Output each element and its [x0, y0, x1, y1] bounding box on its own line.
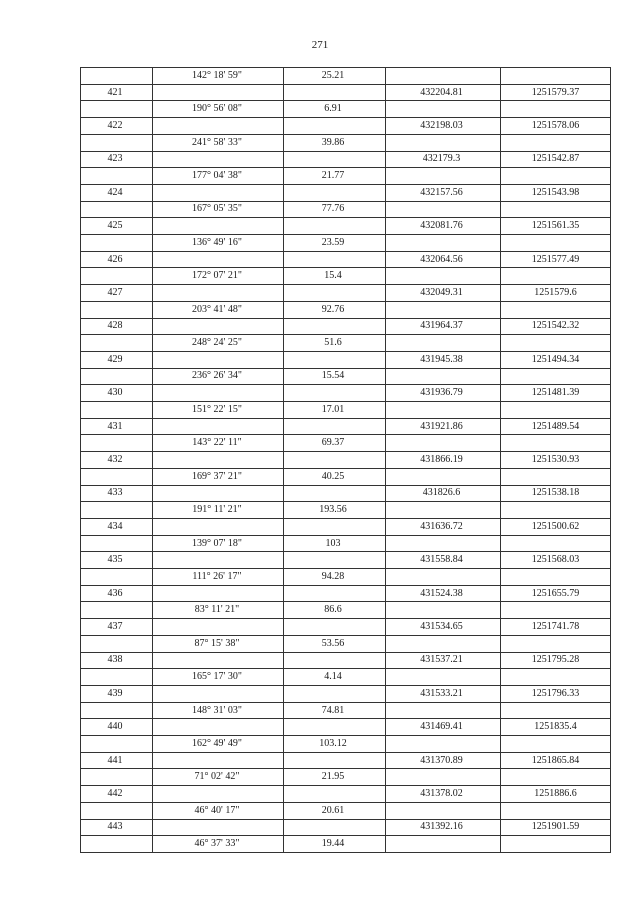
distance-cell: 25.21 [321, 69, 345, 81]
y-coordinate-cell: 1251530.93 [531, 454, 580, 465]
x-coordinate-cell: 432064.56 [420, 253, 463, 265]
table-row-border [80, 301, 611, 302]
table-row-border [80, 535, 611, 536]
table-row-border [80, 652, 611, 653]
direction-angle-cell: 46° 40' 17" [194, 804, 240, 816]
direction-angle-cell: 172° 07' 21" [192, 270, 242, 282]
point-number-cell: 436 [107, 587, 123, 599]
direction-angle-cell: 87° 15' 38" [194, 637, 240, 649]
x-coordinate-cell: 431378.02 [420, 788, 463, 800]
table-row-border [80, 585, 611, 586]
table-row-border [80, 852, 611, 853]
table-row-border [80, 251, 611, 252]
y-coordinate-cell: 1251579.6 [534, 286, 577, 298]
y-coordinate-cell: 1251543.98 [531, 186, 580, 198]
table-row-border [80, 752, 611, 753]
point-number-cell: 425 [107, 220, 123, 232]
point-number-cell: 430 [107, 387, 123, 399]
table-row-border [80, 184, 611, 185]
point-number-cell: 438 [107, 654, 123, 666]
x-coordinate-cell: 431558.84 [420, 554, 463, 566]
point-number-cell: 437 [107, 621, 123, 633]
table-row-border [80, 418, 611, 419]
direction-angle-cell: 165° 17' 30" [192, 671, 242, 683]
table-row-border [80, 618, 611, 619]
direction-angle-cell: 46° 37' 33" [194, 838, 240, 850]
point-number-cell: 429 [107, 353, 123, 365]
y-coordinate-cell: 1251795.28 [531, 654, 580, 666]
table-row-border [80, 451, 611, 452]
y-coordinate-cell: 1251500.62 [531, 520, 580, 532]
point-number-cell: 441 [107, 754, 123, 766]
y-coordinate-cell: 1251901.59 [531, 821, 580, 833]
x-coordinate-cell: 431524.38 [420, 587, 463, 599]
y-coordinate-cell: 1251796.33 [531, 687, 580, 699]
distance-cell: 103.12 [319, 737, 347, 749]
distance-cell: 86.6 [324, 604, 342, 616]
x-coordinate-cell: 431370.89 [420, 754, 463, 766]
x-coordinate-cell: 431636.72 [420, 520, 463, 532]
point-number-cell: 422 [107, 119, 123, 131]
x-coordinate-cell: 431533.21 [420, 687, 463, 699]
point-number-cell: 433 [107, 487, 123, 499]
table-row-border [80, 802, 611, 803]
table-row-border [80, 334, 611, 335]
distance-cell: 23.59 [321, 236, 345, 248]
point-number-cell: 439 [107, 687, 123, 699]
distance-cell: 193.56 [319, 504, 347, 516]
x-coordinate-cell: 431945.38 [420, 353, 463, 365]
distance-cell: 103 [325, 537, 341, 549]
y-coordinate-cell: 1251835.4 [534, 721, 577, 733]
x-coordinate-cell: 431866.19 [420, 454, 463, 465]
direction-angle-cell: 177° 04' 38" [192, 170, 242, 182]
x-coordinate-cell: 431534.65 [420, 621, 463, 633]
distance-cell: 4.14 [324, 671, 342, 683]
direction-angle-cell: 139° 07' 18" [192, 537, 242, 549]
distance-cell: 21.77 [321, 170, 345, 182]
table-row-border [80, 284, 611, 285]
table-row-border [80, 117, 611, 118]
point-number-cell: 434 [107, 520, 123, 532]
y-coordinate-cell: 1251481.39 [531, 387, 580, 399]
distance-cell: 15.4 [324, 270, 342, 282]
x-coordinate-cell: 432198.03 [420, 119, 463, 131]
direction-angle-cell: 169° 37' 21" [192, 470, 242, 482]
table-row-border [80, 151, 611, 152]
x-coordinate-cell: 431469.41 [420, 721, 463, 733]
table-row-border [80, 785, 611, 786]
distance-cell: 74.81 [321, 704, 345, 716]
x-coordinate-cell: 432081.76 [420, 220, 463, 232]
table-row-border [80, 234, 611, 235]
y-coordinate-cell: 1251542.87 [531, 153, 580, 165]
table-row-border [80, 518, 611, 519]
x-coordinate-cell: 431392.16 [420, 821, 463, 833]
direction-angle-cell: 203° 41' 48" [192, 303, 242, 315]
x-coordinate-cell: 431936.79 [420, 387, 463, 399]
direction-angle-cell: 83° 11' 21" [194, 604, 240, 616]
point-number-cell: 426 [107, 253, 123, 265]
distance-cell: 94.28 [321, 570, 345, 582]
direction-angle-cell: 143° 22' 11" [192, 437, 242, 449]
table-row-border [80, 100, 611, 101]
x-coordinate-cell: 432179.3 [422, 153, 461, 165]
direction-angle-cell: 190° 56' 08" [192, 103, 242, 115]
point-number-cell: 421 [107, 86, 123, 98]
y-coordinate-cell: 1251568.03 [531, 554, 580, 566]
y-coordinate-cell: 1251865.84 [531, 754, 580, 766]
table-row-border [80, 685, 611, 686]
table-row-border [80, 167, 611, 168]
table-row-border [80, 668, 611, 669]
direction-angle-cell: 151° 22' 15" [192, 403, 242, 415]
table-row-border [80, 501, 611, 502]
direction-angle-cell: 148° 31' 03" [192, 704, 242, 716]
x-coordinate-cell: 432204.81 [420, 86, 463, 98]
table-row-border [80, 768, 611, 769]
point-number-cell: 443 [107, 821, 123, 833]
direction-angle-cell: 167° 05' 35" [192, 203, 242, 215]
distance-cell: 77.76 [321, 203, 345, 215]
point-number-cell: 424 [107, 186, 123, 198]
table-row-border [80, 384, 611, 385]
table-row-border [80, 601, 611, 602]
point-number-cell: 431 [107, 420, 123, 432]
point-number-cell: 432 [107, 454, 123, 465]
y-coordinate-cell: 1251542.32 [531, 320, 580, 332]
table-row-border [80, 635, 611, 636]
distance-cell: 15.54 [321, 370, 345, 382]
x-coordinate-cell: 431921.86 [420, 420, 463, 432]
direction-angle-cell: 136° 49' 16" [192, 236, 242, 248]
y-coordinate-cell: 1251538.18 [531, 487, 580, 499]
distance-cell: 69.37 [321, 437, 345, 449]
table-row-border [80, 702, 611, 703]
y-coordinate-cell: 1251561.35 [531, 220, 580, 232]
table-row-border [80, 134, 611, 135]
y-coordinate-cell: 1251579.37 [531, 86, 580, 98]
y-coordinate-cell: 1251578.06 [531, 119, 580, 131]
direction-angle-cell: 142° 18' 59" [192, 69, 242, 81]
point-number-cell: 427 [107, 286, 123, 298]
y-coordinate-cell: 1251886.6 [534, 788, 577, 800]
distance-cell: 53.56 [321, 637, 345, 649]
x-coordinate-cell: 431826.6 [422, 487, 461, 499]
table-row-border [80, 434, 611, 435]
table-row-border [80, 84, 611, 85]
table-row-border [80, 217, 611, 218]
y-coordinate-cell: 1251655.79 [531, 587, 580, 599]
x-coordinate-cell: 431964.37 [420, 320, 463, 332]
direction-angle-cell: 162° 49' 49" [192, 737, 242, 749]
point-number-cell: 442 [107, 788, 123, 800]
distance-cell: 92.76 [321, 303, 345, 315]
distance-cell: 6.91 [324, 103, 342, 115]
distance-cell: 20.61 [321, 804, 345, 816]
direction-angle-cell: 111° 26' 17" [192, 570, 242, 582]
direction-angle-cell: 191° 11' 21" [192, 504, 242, 516]
distance-cell: 17.01 [321, 403, 345, 415]
table-row-border [80, 351, 611, 352]
point-number-cell: 423 [107, 153, 123, 165]
table-row-border [80, 67, 611, 68]
x-coordinate-cell: 432157.56 [420, 186, 463, 198]
distance-cell: 19.44 [321, 838, 345, 850]
table-row-border [80, 819, 611, 820]
direction-angle-cell: 248° 24' 25" [192, 337, 242, 349]
table-row-border [80, 368, 611, 369]
point-number-cell: 428 [107, 320, 123, 332]
table-row-border [80, 401, 611, 402]
x-coordinate-cell: 431537.21 [420, 654, 463, 666]
distance-cell: 39.86 [321, 136, 345, 148]
y-coordinate-cell: 1251489.54 [531, 420, 580, 432]
distance-cell: 51.6 [324, 337, 342, 349]
table-row-border [80, 735, 611, 736]
point-number-cell: 440 [107, 721, 123, 733]
table-row-border [80, 485, 611, 486]
table-row-border [80, 468, 611, 469]
direction-angle-cell: 236° 26' 34" [192, 370, 242, 382]
distance-cell: 40.25 [321, 470, 345, 482]
distance-cell: 21.95 [321, 771, 345, 783]
coordinates-table [80, 67, 611, 852]
table-row-border [80, 318, 611, 319]
table-row-border [80, 267, 611, 268]
table-row-border [80, 718, 611, 719]
direction-angle-cell: 241° 58' 33" [192, 136, 242, 148]
table-row-border [80, 835, 611, 836]
page-number: 271 [311, 39, 329, 51]
table-row-border [80, 201, 611, 202]
direction-angle-cell: 71° 02' 42" [194, 771, 240, 783]
table-row-border [80, 568, 611, 569]
y-coordinate-cell: 1251577.49 [531, 253, 580, 265]
point-number-cell: 435 [107, 554, 123, 566]
y-coordinate-cell: 1251741.78 [531, 621, 580, 633]
y-coordinate-cell: 1251494.34 [531, 353, 580, 365]
x-coordinate-cell: 432049.31 [420, 286, 463, 298]
table-row-border [80, 551, 611, 552]
